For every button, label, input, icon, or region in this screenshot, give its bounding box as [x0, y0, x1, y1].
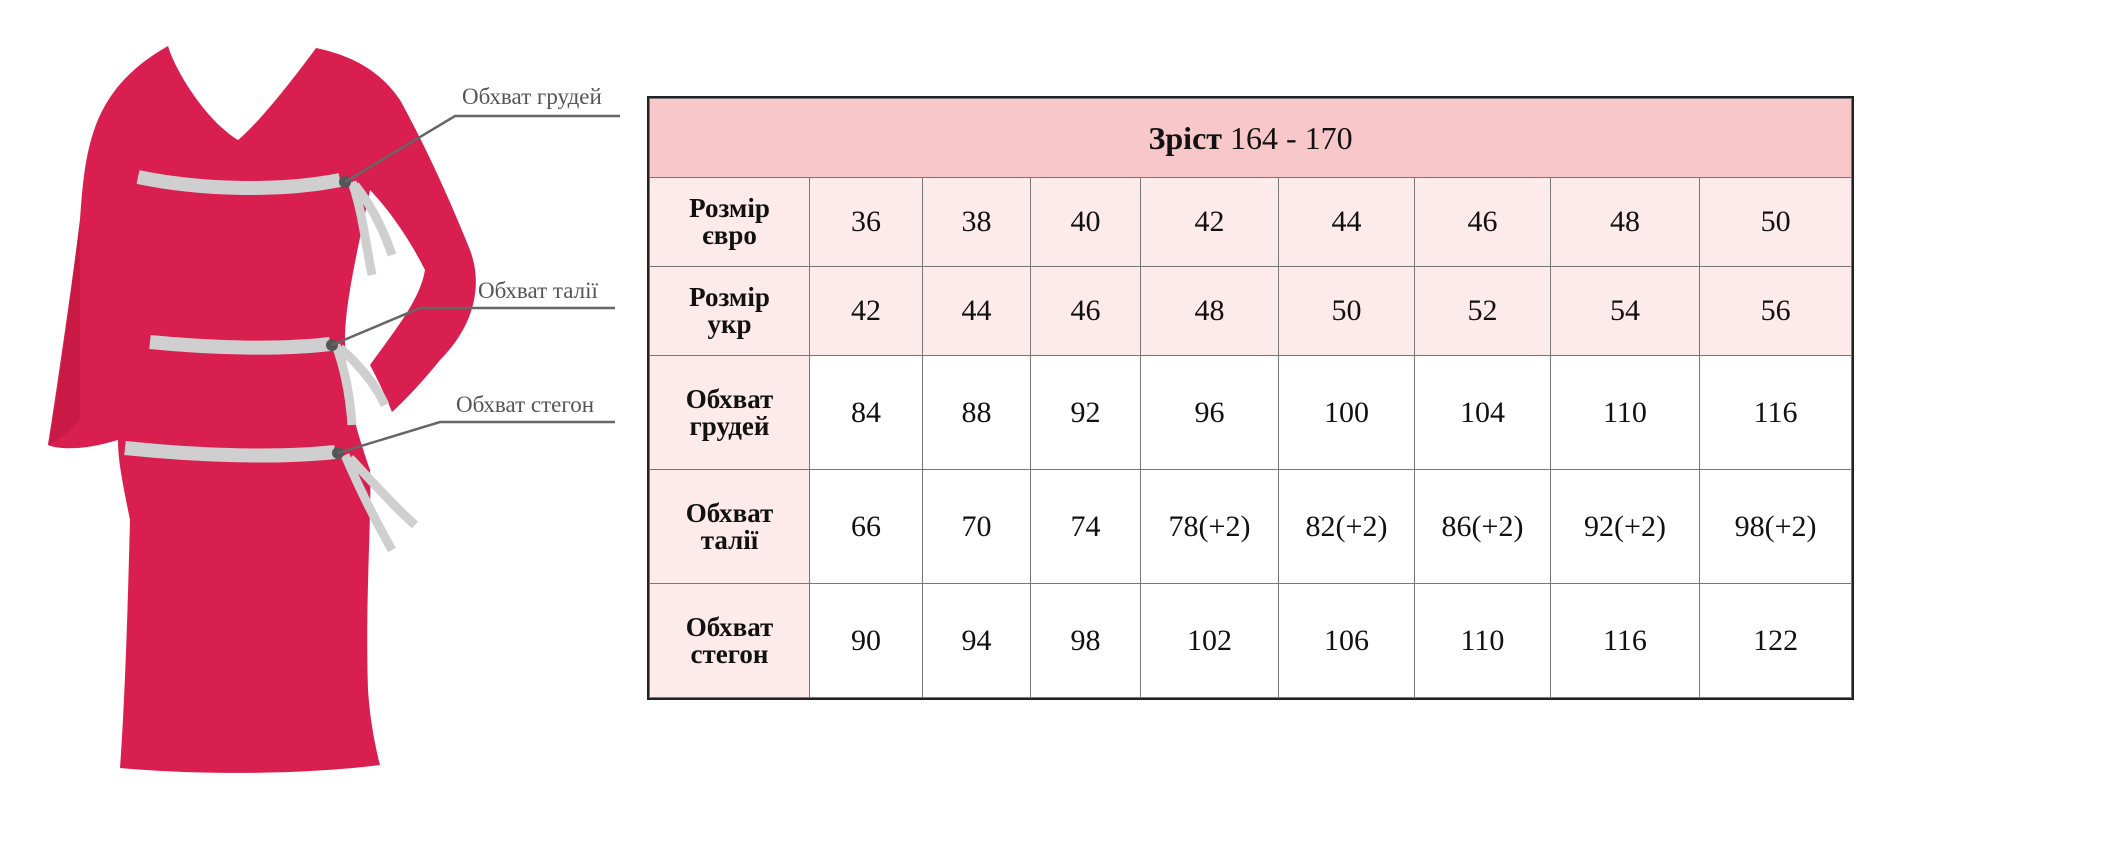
row-header-line2: стегон: [690, 638, 769, 669]
table-cell: 98: [1031, 584, 1141, 698]
table-cell: 46: [1415, 178, 1551, 267]
row-header: [650, 356, 810, 470]
table-cell: 70: [923, 470, 1031, 584]
row-header: [650, 267, 810, 356]
hips-label: Обхват стегон: [456, 392, 595, 417]
waist-label: Обхват талії: [478, 278, 598, 303]
table-cell: 88: [923, 356, 1031, 470]
row-header-line1: Обхват: [685, 383, 774, 414]
row-header-line1: Обхват: [685, 611, 774, 642]
table-row-waist: [650, 470, 1852, 584]
dress-figure: [0, 0, 640, 850]
table-cell: 104: [1415, 356, 1551, 470]
table-cell: 74: [1031, 470, 1141, 584]
row-header-line2: грудей: [689, 410, 770, 441]
table-cell: 46: [1031, 267, 1141, 356]
table-cell: 94: [923, 584, 1031, 698]
table-cell: 50: [1279, 267, 1415, 356]
table-row-size-ukr: [650, 267, 1852, 356]
table-cell: 100: [1279, 356, 1415, 470]
bust-label: Обхват грудей: [462, 84, 602, 109]
table-cell: 42: [1141, 178, 1279, 267]
table-cell: 86(+2): [1415, 470, 1551, 584]
height-range: 164 - 170: [1229, 119, 1353, 156]
table-cell: 50: [1700, 178, 1852, 267]
table-cell: 90: [810, 584, 923, 698]
row-header-line1: Обхват: [685, 497, 774, 528]
size-table: [649, 98, 1852, 698]
row-header-line2: талії: [700, 524, 759, 555]
table-cell: 78(+2): [1141, 470, 1279, 584]
table-cell: 110: [1551, 356, 1700, 470]
table-cell: 66: [810, 470, 923, 584]
table-cell: 98(+2): [1700, 470, 1852, 584]
table-cell: 54: [1551, 267, 1700, 356]
waist-pointer-line: [332, 308, 615, 345]
table-cell: 122: [1700, 584, 1852, 698]
table-cell: 106: [1279, 584, 1415, 698]
row-header: [650, 178, 810, 267]
table-cell: 92: [1031, 356, 1141, 470]
table-cell: 102: [1141, 584, 1279, 698]
hips-pointer-line: [338, 422, 615, 453]
table-cell: 48: [1551, 178, 1700, 267]
table-cell: 110: [1415, 584, 1551, 698]
table-title: [650, 99, 1852, 178]
table-row-size-euro: [650, 178, 1852, 267]
table-cell: 44: [1279, 178, 1415, 267]
row-header-line2: укр: [707, 309, 752, 339]
table-cell: 42: [810, 267, 923, 356]
row-header-line1: Розмір: [689, 282, 770, 312]
row-header: [650, 584, 810, 698]
height-word: Зріст: [1148, 119, 1222, 156]
table-cell: 52: [1415, 267, 1551, 356]
table-cell: 56: [1700, 267, 1852, 356]
table-cell: 40: [1031, 178, 1141, 267]
row-header: [650, 470, 810, 584]
table-cell: 38: [923, 178, 1031, 267]
dress-illustration: [0, 0, 640, 850]
table-cell: 116: [1551, 584, 1700, 698]
dress-shape: [48, 46, 476, 773]
table-cell: 84: [810, 356, 923, 470]
table-cell: 92(+2): [1551, 470, 1700, 584]
sleeve-shading: [48, 220, 80, 445]
row-header-line2: євро: [702, 220, 757, 250]
waist-tape: [150, 342, 330, 348]
table-row-hips: [650, 584, 1852, 698]
table-cell: 82(+2): [1279, 470, 1415, 584]
table-row-bust: [650, 356, 1852, 470]
table-cell: 96: [1141, 356, 1279, 470]
hips-tape: [125, 448, 335, 455]
table-cell: 48: [1141, 267, 1279, 356]
table-cell: 116: [1700, 356, 1852, 470]
table-cell: 44: [923, 267, 1031, 356]
table-cell: 36: [810, 178, 923, 267]
row-header-line1: Розмір: [689, 193, 770, 223]
